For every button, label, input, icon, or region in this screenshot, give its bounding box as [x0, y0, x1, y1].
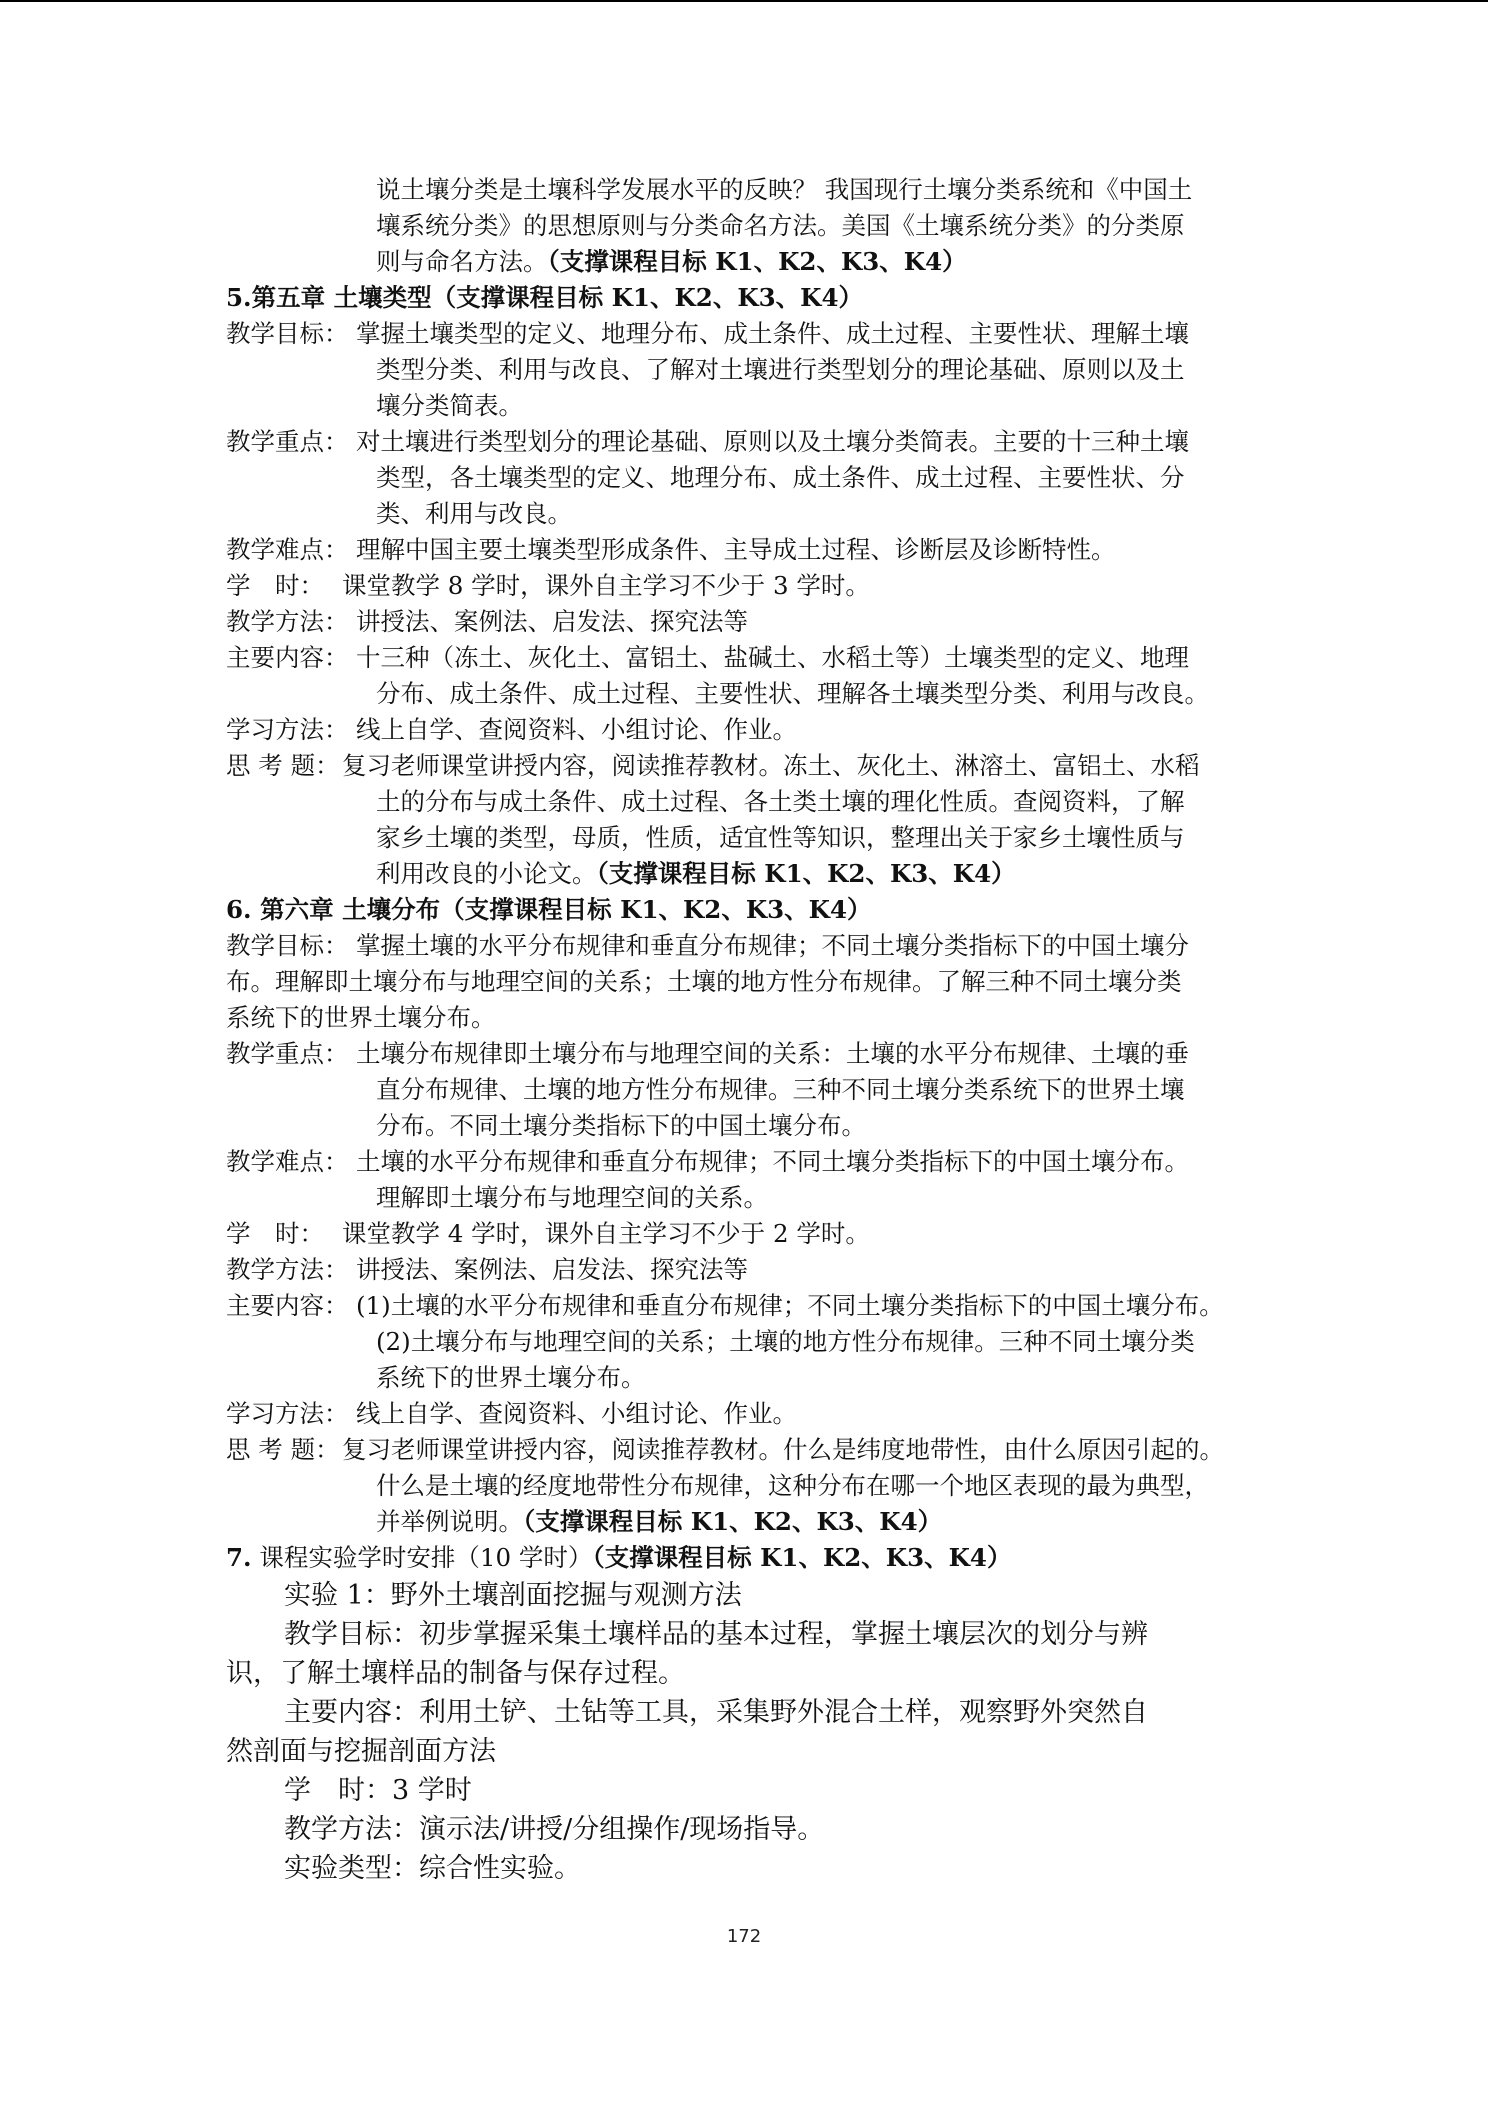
field-label: 主要内容：	[226, 643, 349, 672]
field-label: 教学难点：	[226, 1147, 349, 1176]
ch6-teaching-goal	[226, 928, 1276, 964]
ch5-teaching-focus-cont	[226, 496, 1276, 532]
field-label: 教学目标：	[226, 931, 349, 960]
field-label: 学习方法：	[226, 1399, 349, 1428]
ch5-questions-cont	[226, 820, 1276, 856]
experiment-1-goal: 教学目标：初步掌握采集土壤样品的基本过程，掌握土壤层次的划分与辨	[284, 1619, 1148, 1650]
ch6-teaching-goal-cont	[226, 964, 1276, 1000]
chapter-7-heading	[226, 1540, 1276, 1576]
course-goal-note: （支撑课程目标 K1、K2、K3、K4）	[592, 1543, 1012, 1572]
ch5-main-content-cont	[226, 676, 1276, 712]
text: 布。理解即土壤分布与地理空间的关系；土壤的地方性分布规律。了解三种不同土壤分类	[226, 967, 1182, 996]
text: 分布。不同土壤分类指标下的中国土壤分布。	[376, 1111, 866, 1140]
experiment-1-block	[226, 1576, 1276, 1888]
page-top-border	[0, 0, 1488, 2]
ch6-teaching-difficulty-cont	[226, 1180, 1276, 1216]
experiment-1-content: 主要内容：利用土铲、土钻等工具，采集野外混合土样，观察野外突然自	[284, 1697, 1148, 1728]
ch6-teaching-focus-cont	[226, 1072, 1276, 1108]
text: 利用改良的小论文。	[376, 859, 597, 888]
text: 土壤的水平分布规律和垂直分布规律；不同土壤分类指标下的中国土壤分布。	[356, 1147, 1189, 1176]
ch5-teaching-focus-cont	[226, 460, 1276, 496]
ch6-main-content-cont	[226, 1324, 1276, 1360]
ch6-teaching-focus	[226, 1036, 1276, 1072]
text: 线上自学、查阅资料、小组讨论、作业。	[356, 715, 797, 744]
text: 对土壤进行类型划分的理论基础、原则以及土壤分类简表。主要的十三种土壤	[356, 427, 1189, 456]
ch5-questions-cont	[226, 856, 1276, 892]
text: (1)土壤的水平分布规律和垂直分布规律；不同土壤分类指标下的中国土壤分布。	[356, 1291, 1224, 1320]
text: 讲授法、案例法、启发法、探究法等	[356, 607, 748, 636]
ch5-hours	[226, 568, 1276, 604]
field-label: 教学方法：	[226, 1255, 349, 1284]
text: 复习老师课堂讲授内容，阅读推荐教材。什么是纬度地带性，由什么原因引起的。	[342, 1435, 1224, 1464]
experiment-1-hours: 学 时：3 学时	[284, 1775, 472, 1806]
field-label: 教学重点：	[226, 427, 349, 456]
text: 掌握土壤类型的定义、地理分布、成土条件、成土过程、主要性状、理解土壤	[356, 319, 1189, 348]
text: 土的分布与成土条件、成土过程、各土类土壤的理化性质。查阅资料，了解	[376, 787, 1185, 816]
ch6-teaching-method	[226, 1252, 1276, 1288]
text: 复习老师课堂讲授内容，阅读推荐教材。冻土、灰化土、淋溶土、富铝土、水稻	[342, 751, 1200, 780]
text: 系统下的世界土壤分布。	[376, 1363, 646, 1392]
text: 类型分类、利用与改良、了解对土壤进行类型划分的理论基础、原则以及土	[376, 355, 1185, 384]
ch5-main-content	[226, 640, 1276, 676]
continued-paragraph-line	[226, 244, 1276, 280]
text: 类型，各土壤类型的定义、地理分布、成土条件、成土过程、主要性状、分	[376, 463, 1185, 492]
ch6-questions-cont	[226, 1468, 1276, 1504]
experiment-1-goal-cont: 识，了解土壤样品的制备与保存过程。	[226, 1658, 685, 1689]
ch6-questions	[226, 1432, 1276, 1468]
ch6-teaching-goal-cont	[226, 1000, 1276, 1036]
ch5-teaching-goal-cont	[226, 352, 1276, 388]
text: 理解即土壤分布与地理空间的关系。	[376, 1183, 768, 1212]
field-label: 学习方法：	[226, 715, 349, 744]
field-label: 教学方法：	[226, 607, 349, 636]
ch6-teaching-focus-cont	[226, 1108, 1276, 1144]
field-label: 思 考 题：	[226, 1435, 340, 1464]
text: 分布、成土条件、成土过程、主要性状、理解各土壤类型分类、利用与改良。	[376, 679, 1209, 708]
text: (2)土壤分布与地理空间的关系；土壤的地方性分布规律。三种不同土壤分类	[376, 1327, 1195, 1356]
ch6-questions-cont	[226, 1504, 1276, 1540]
text: 直分布规律、土壤的地方性分布规律。三种不同土壤分类系统下的世界土壤	[376, 1075, 1185, 1104]
ch6-main-content	[226, 1288, 1276, 1324]
chapter-6-heading: 6. 第六章 土壤分布（支撑课程目标 K1、K2、K3、K4）	[226, 895, 872, 924]
chapter-5-heading: 5.第五章 土壤类型（支撑课程目标 K1、K2、K3、K4）	[226, 283, 863, 312]
ch6-hours	[226, 1216, 1276, 1252]
ch5-questions-cont	[226, 784, 1276, 820]
field-label: 教学重点：	[226, 1039, 349, 1068]
text: 线上自学、查阅资料、小组讨论、作业。	[356, 1399, 797, 1428]
text: 什么是土壤的经度地带性分布规律，这种分布在哪一个地区表现的最为典型，	[376, 1471, 1209, 1500]
course-goal-note: （支撑课程目标 K1、K2、K3、K4）	[547, 247, 967, 276]
experiment-1-method: 教学方法：演示法/讲授/分组操作/现场指导。	[284, 1814, 825, 1845]
text: 家乡土壤的类型，母质，性质，适宜性等知识，整理出关于家乡土壤性质与	[376, 823, 1185, 852]
field-label: 主要内容：	[226, 1291, 349, 1320]
ch5-teaching-difficulty	[226, 532, 1276, 568]
ch5-teaching-goal	[226, 316, 1276, 352]
experiment-1-type: 实验类型：综合性实验。	[284, 1853, 581, 1884]
ch6-teaching-difficulty	[226, 1144, 1276, 1180]
document-body	[226, 172, 1276, 1888]
ch5-teaching-goal-cont	[226, 388, 1276, 424]
ch5-teaching-method	[226, 604, 1276, 640]
course-goal-note: （支撑课程目标 K1、K2、K3、K4）	[523, 1507, 943, 1536]
ch5-questions	[226, 748, 1276, 784]
text: 掌握土壤的水平分布规律和垂直分布规律；不同土壤分类指标下的中国土壤分	[356, 931, 1189, 960]
text: 课堂教学 8 学时，课外自主学习不少于 3 学时。	[342, 571, 870, 600]
text: 类、利用与改良。	[376, 499, 572, 528]
page-number: 172	[726, 1926, 762, 1947]
ch6-study-method	[226, 1396, 1276, 1432]
chapter-number: 7.	[226, 1543, 252, 1572]
field-label: 学 时：	[226, 1219, 324, 1248]
field-label: 教学目标：	[226, 319, 349, 348]
continued-paragraph-line	[226, 208, 1276, 244]
text: 课程实验学时安排（10 学时）	[251, 1543, 593, 1572]
text: 并举例说明。	[376, 1507, 523, 1536]
text: 系统下的世界土壤分布。	[226, 1003, 496, 1032]
text: 土壤分布规律即土壤分布与地理空间的关系：土壤的水平分布规律、土壤的垂	[356, 1039, 1189, 1068]
text: 课堂教学 4 学时，课外自主学习不少于 2 学时。	[342, 1219, 870, 1248]
experiment-1-title: 实验 1：野外土壤剖面挖掘与观测方法	[284, 1580, 742, 1611]
course-goal-note: （支撑课程目标 K1、K2、K3、K4）	[596, 859, 1016, 888]
text: 十三种（冻土、灰化土、富铝土、盐碱土、水稻土等）土壤类型的定义、地理	[356, 643, 1189, 672]
text: 讲授法、案例法、启发法、探究法等	[356, 1255, 748, 1284]
field-label: 教学难点：	[226, 535, 349, 564]
field-label: 思 考 题：	[226, 751, 340, 780]
text: 理解中国主要土壤类型形成条件、主导成土过程、诊断层及诊断特性。	[356, 535, 1116, 564]
text: 壤分类简表。	[376, 391, 523, 420]
text: 则与命名方法。	[376, 247, 548, 276]
ch5-study-method	[226, 712, 1276, 748]
continued-paragraph-line	[226, 172, 1276, 208]
text: 壤系统分类》的思想原则与分类命名方法。美国《土壤系统分类》的分类原	[376, 211, 1185, 240]
field-label: 学 时：	[226, 571, 324, 600]
text: 说土壤分类是土壤科学发展水平的反映？ 我国现行土壤分类系统和《中国土	[376, 175, 1193, 204]
experiment-1-content-cont: 然剖面与挖掘剖面方法	[226, 1736, 496, 1767]
ch6-main-content-cont	[226, 1360, 1276, 1396]
ch5-teaching-focus	[226, 424, 1276, 460]
